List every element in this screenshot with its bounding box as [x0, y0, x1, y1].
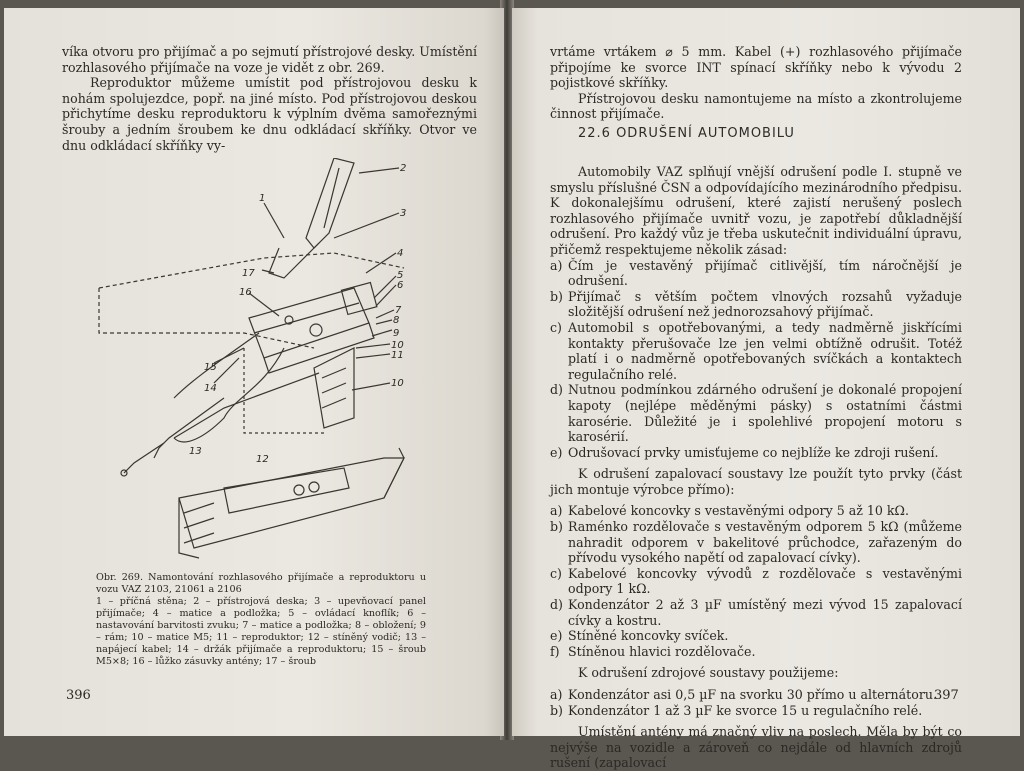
callout-2: 2 [400, 163, 407, 174]
list-item: c) Automobil s opotřebovanými, a tedy nadměrně jiskřícími kontakty přerušovače lze jen velmi obtížně odrušit. Totéž platí i o nadměrně opotřebovaných svíčkách a kontaktech regulačního relé. [550, 319, 962, 382]
right-page-number: 397 [934, 688, 959, 703]
callout-1: 1 [259, 193, 266, 204]
callout-11: 11 [391, 350, 404, 361]
installation-figure [84, 158, 464, 568]
callout-10a: 10 [391, 340, 404, 351]
list-item: b) Kondenzátor 1 až 3 µF ke svorce 15 u regulačního relé. [550, 702, 923, 718]
list-item: e) Odrušovací prvky umisťujeme co nejblíže ke zdroji rušení. [550, 444, 939, 460]
left-text-block [62, 44, 477, 153]
right-paragraph-5: K odrušení zdrojové soustavy použijeme: [578, 665, 839, 681]
callout-7: 7 [395, 305, 402, 316]
list-item: d) Nutnou podmínkou zdárného odrušení je dokonalé propojení kapoty (nejlépe měděnými pásky) s ostatními částmi karosérie. Důležité je i spolehlivé propojení motoru s karosérií. [550, 382, 962, 445]
list-item: a) Kondenzátor asi 0,5 µF na svorku 30 přímo u alternátoru. [550, 687, 937, 702]
right-top-block [550, 44, 962, 122]
callout-17: 17 [242, 268, 255, 279]
callout-15: 15 [204, 362, 217, 373]
callout-16: 16 [239, 287, 252, 298]
list-item: b) Přijímač s větším počtem vlnových rozsahů vyžaduje složitější odrušení než jednorozsahový přijímač. [550, 288, 962, 320]
list-item: a) Kabelové koncovky s vestavěnými odpory 5 až 10 kΩ. [550, 503, 909, 519]
list-item: c) Kabelové koncovky vývodů z rozdělovače s vestavěnými odpory 1 kΩ. [550, 565, 962, 597]
principles-list [550, 258, 962, 461]
right-paragraph-4: K odrušení zapalovací soustavy lze použít tyto prvky (část jich montuje výrobce přímo): [550, 466, 962, 497]
callout-4: 4 [397, 248, 404, 259]
right-paragraph-3: Automobily VAZ splňují vnější odrušení podle I. stupně ve smyslu příslušné ČSN a odpovídajícího mezinárodního předpisu. K dokonalejšímu odrušení, které zajistí nerušený poslech rozhlasového přijímače uvnitř vozu, je zapotřebí důkladnější odrušení. Pro každý vůz je třeba uskutečnit individuální úpravu, přičemž respektujeme několik zásad: [550, 164, 962, 257]
list-item: a) Čím je vestavěný přijímač citlivější, tím náročnější je odrušení. [550, 257, 962, 289]
list-item: d) Kondenzátor 2 až 3 µF umístěný mezi vývod 15 zapalovací cívky a kostru. [550, 597, 962, 628]
power-list [550, 687, 962, 718]
ignition-list [550, 503, 962, 659]
right-paragraph-6: Umístění antény má značný vliv na poslech. Měla by být co nejvýše na vozidle a zároveň co nejdále od hlavních zdrojů rušení (zapalovací [550, 724, 962, 771]
section-heading: 22.6 ODRUŠENÍ AUTOMOBILU [578, 126, 795, 141]
left-paragraph-1: víka otvoru pro přijímač a po sejmutí přístrojové desky. Umístění rozhlasového přijímače na voze je vidět z obr. 269. [62, 44, 477, 75]
list-item: b) Raménko rozdělovače s vestavěným odporem 5 kΩ (můžeme nahradit odporem v bakelitové průchodce, zařazeným do přívodu vysokého napětí od zapalovací cívky). [550, 519, 962, 566]
list-item: e) Stíněné koncovky svíček. [550, 628, 729, 644]
callout-12: 12 [256, 454, 269, 465]
caption-title: Obr. 269. Namontování rozhlasového přijímače a reproduktoru u vozu VAZ 2103, 21061 a 2106 [96, 572, 426, 595]
right-paragraph-1: vrtáme vrtákem ⌀ 5 mm. Kabel (+) rozhlasového přijímače připojíme ke svorce INT spínací skříňky nebo k vývodu 2 pojistkové skříňky. [550, 44, 962, 91]
right-paragraph-2: Přístrojovou desku namontujeme na místo a zkontrolujeme činnost přijímače. [550, 90, 962, 122]
callout-5: 5 [397, 270, 404, 281]
callout-13: 13 [189, 446, 202, 457]
callout-8: 8 [393, 315, 400, 326]
left-page-number: 396 [66, 688, 91, 703]
callout-9: 9 [393, 328, 400, 339]
left-page [4, 8, 504, 736]
callout-10b: 10 [391, 378, 404, 389]
callout-3: 3 [400, 208, 407, 219]
right-main-block [550, 164, 962, 771]
callout-6: 6 [397, 280, 404, 291]
callout-14: 14 [204, 383, 217, 394]
caption-legend: 1 – příčná stěna; 2 – přístrojová deska; 3 – upevňovací panel přijímače; 4 – matice a podložka; 5 – ovládací knoflík; 6 – nastavování barvitosti zvuku; 7 – matice a podložka; 8 – obložení; 9 – rám; 10 – matice M5; 11 – reproduktor; 12 – stíněný vodič; 13 – napájecí kabel; 14 – držák přijímače a reproduktoru; 15 – šroub M5×8; 16 – lůžko zásuvky antény; 17 – šroub [96, 596, 426, 667]
right-page [512, 8, 1020, 771]
figure-caption [96, 572, 426, 668]
left-paragraph-2: Reproduktor můžeme umístit pod přístrojovou desku k nohám spolujezdce, popř. na jiné místo. Pod přístrojovou deskou přichytíme desku reproduktoru k výplním dvěma samořeznými šrouby a jedním šroubem ke dnu odkládací skříňky. Otvor ve dnu odkládací skříňky vy- [62, 75, 477, 153]
list-item: f) Stíněnou hlavici rozdělovače. [550, 643, 756, 659]
